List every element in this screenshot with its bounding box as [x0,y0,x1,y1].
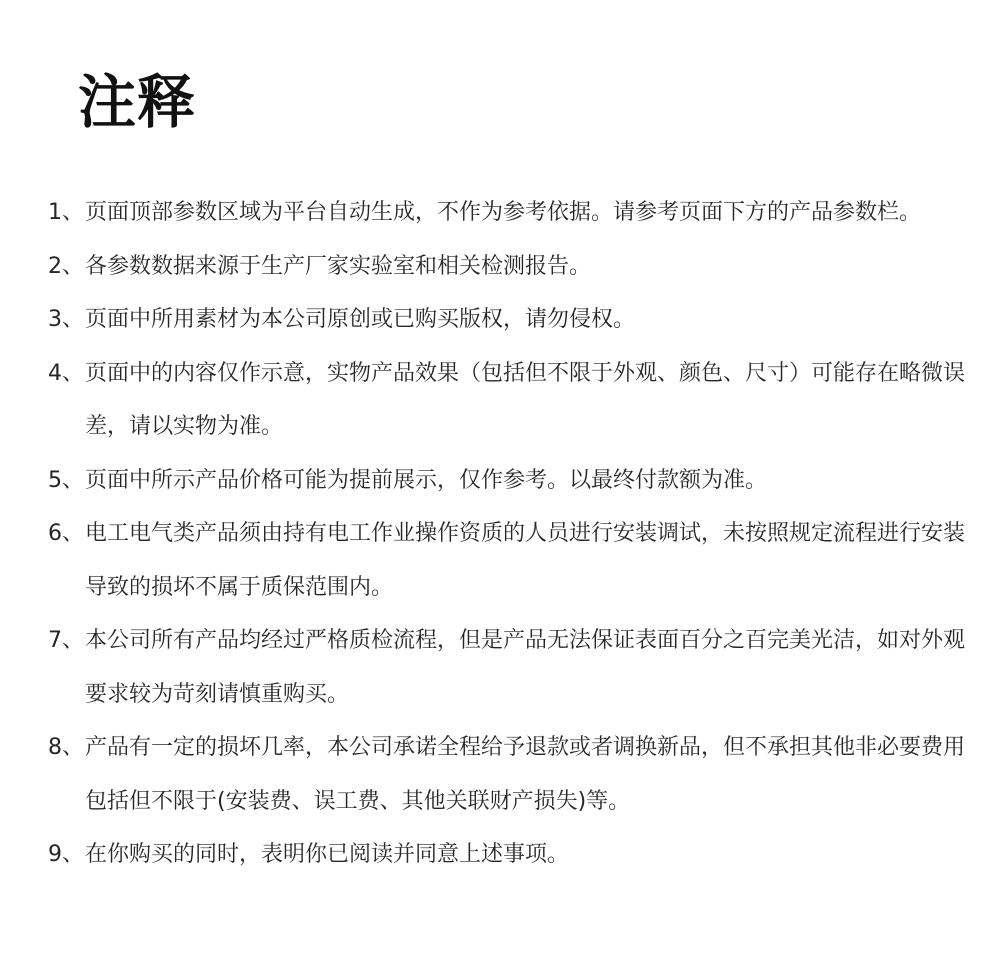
note-number: 5、 [48,467,84,493]
note-text: 本公司所有产品均经过严格质检流程，但是产品无法保证表面百分之百完美光洁，如对外观要求较为苛刻请慎重购买。 [85,628,966,707]
note-item-1 [48,186,973,240]
note-number: 4、 [48,360,84,386]
notes-list [48,186,973,882]
note-text: 页面中的内容仅作示意，实物产品效果（包括但不限于外观、颜色、尺寸）可能存在略微误差，请以实物为准。 [85,360,966,439]
note-item-9 [48,828,973,882]
note-item-4 [48,347,973,454]
note-text: 页面中所示产品价格可能为提前展示，仅作参考。以最终付款额为准。 [85,467,768,493]
note-text: 各参数数据来源于生产厂家实验室和相关检测报告。 [85,253,592,279]
note-number: 2、 [48,253,84,279]
page-title: 注释 [78,68,197,136]
note-number: 6、 [48,521,84,546]
note-item-2 [48,240,973,294]
note-number: 3、 [48,307,84,332]
note-item-7 [48,614,973,721]
note-item-6 [48,507,973,614]
note-text: 页面顶部参数区域为平台自动生成，不作为参考依据。请参考页面下方的产品参数栏。 [85,200,922,225]
note-item-5 [48,454,973,508]
note-number: 9、 [48,842,84,867]
note-text: 产品有一定的损坏几率，本公司承诺全程给予退款或者调换新品，但不承担其他非必要费用包括但不限于(安装费、误工费、其他关联财产损失)等。 [85,735,966,814]
note-number: 7、 [48,628,84,653]
note-text: 页面中所用素材为本公司原创或已购买版权，请勿侵权。 [85,307,636,332]
note-text: 在你购买的同时，表明你已阅读并同意上述事项。 [85,842,570,867]
note-number: 1、 [48,200,84,225]
note-item-8 [48,721,973,828]
note-item-3 [48,293,973,347]
note-number: 8、 [48,735,84,760]
note-text: 电工电气类产品须由持有电工作业操作资质的人员进行安装调试，未按照规定流程进行安装导致的损坏不属于质保范围内。 [85,521,966,600]
